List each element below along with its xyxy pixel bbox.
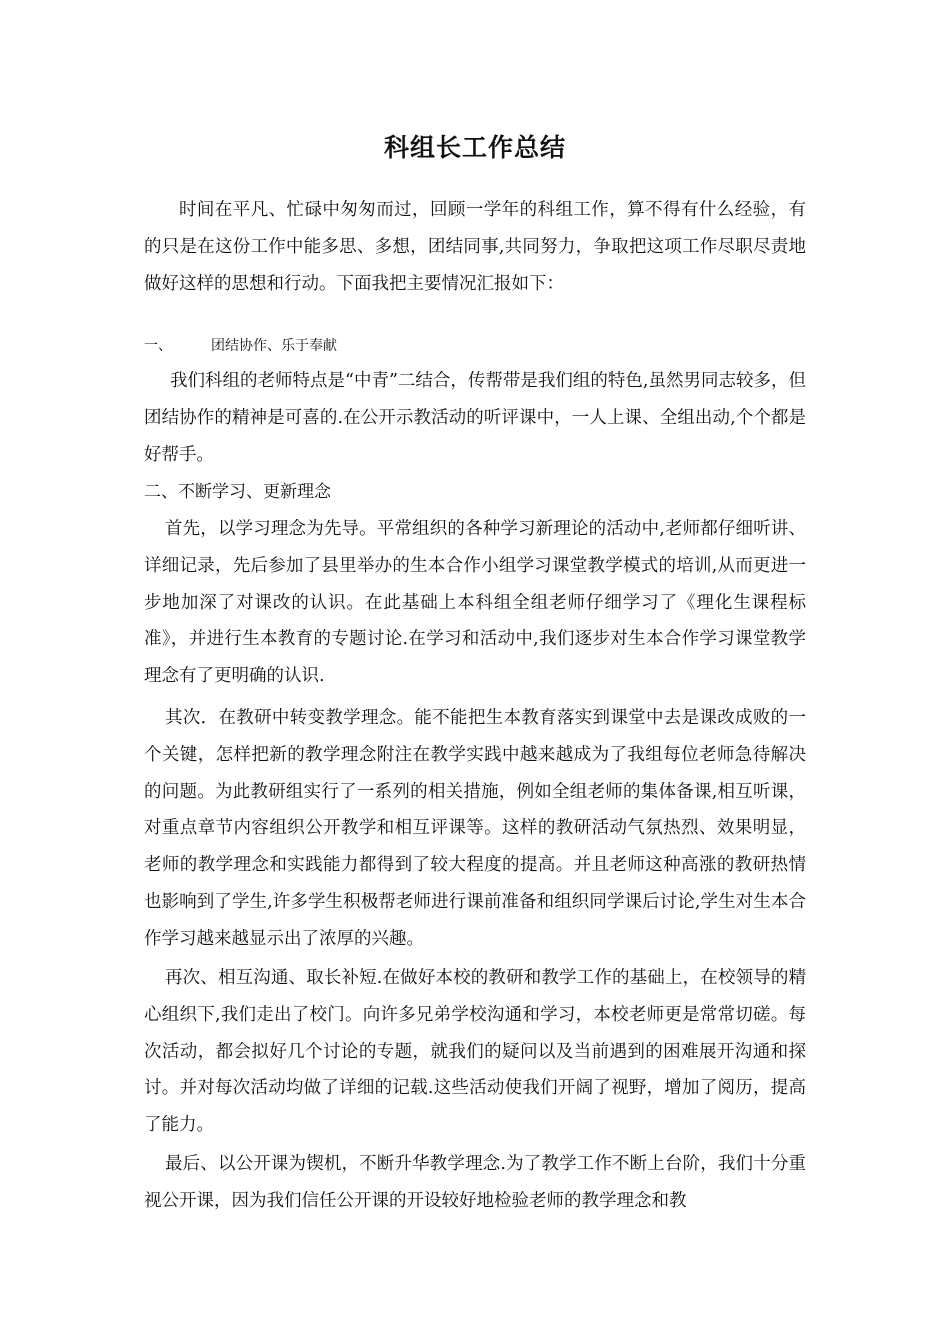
section-2-heading: 二、不断学习、更新理念 bbox=[144, 482, 331, 502]
section-2-paragraph-1: 首先，以学习理念为先导。平常组织的各种学习新理论的活动中,老师都仔细听讲、详细记录，先后参加了县里举办的生本合作小组学习课堂教学模式的培训,从而更进一步地加深了对课改的认识。在此基础上本科组全组老师仔细学习了《理化生课程标准》，并进行生本教育的专题讨论.在学习和活动中,我们逐步对生本合作学习课堂教学理念有了更明确的认识. bbox=[144, 519, 806, 687]
intro-paragraph: 时间在平凡、忙碌中匆匆而过，回顾一学年的科组工作，算不得有什么经验，有的只是在这份工作中能多思、多想，团结同事,共同努力，争取把这项工作尽职尽责地做好这样的思想和行动。下面我把主要情况汇报如下： bbox=[144, 200, 806, 294]
section-2-paragraph-3: 再次、相互沟通、取长补短.在做好本校的教研和教学工作的基础上，在校领导的精心组织下,我们走出了校门。向许多兄弟学校沟通和学习，本校老师更是常常切磋。每次活动，都会拟好几个讨论的专题，就我们的疑问以及当前遇到的困难展开沟通和探讨。并对每次活动均做了详细的记载.这些活动使我们开阔了视野，增加了阅历，提高了能力。 bbox=[144, 968, 806, 1136]
section-1-heading bbox=[144, 331, 806, 361]
section-2-paragraph-2: 其次．在教研中转变教学理念。能不能把生本教育落实到课堂中去是课改成败的一个关键，怎样把新的教学理念附注在教学实践中越来越成为了我组每位老师急待解决的问题。为此教研组实行了一系列的相关措施，例如全组老师的集体备课,相互听课，对重点章节内容组织公开教学和相互评课等。这样的教研活动气氛热烈、效果明显，老师的教学理念和实践能力都得到了较大程度的提高。并且老师这种高涨的教研热情也影响到了学生,许多学生积极帮老师进行课前准备和组织同学课后讨论,学生对生本合作学习越来越显示出了浓厚的兴趣。 bbox=[144, 708, 806, 949]
section-2-paragraph-4: 最后、以公开课为锲机，不断升华教学理念.为了教学工作不断上台阶，我们十分重视公开课，因为我们信任公开课的开设较好地检验老师的教学理念和教 bbox=[144, 1154, 806, 1211]
section-1-paragraph: 我们科组的老师特点是“中青”二结合，传帮带是我们组的特色,虽然男同志较多，但团结协作的精神是可喜的.在公开示教活动的听评课中，一人上课、全组出动,个个都是好帮手。 bbox=[144, 371, 806, 465]
section-1-title: 团结协作、乐于奉献 bbox=[211, 338, 337, 354]
section-1-number: 一、 bbox=[144, 338, 172, 354]
document-title: 科组长工作总结 bbox=[383, 133, 566, 162]
